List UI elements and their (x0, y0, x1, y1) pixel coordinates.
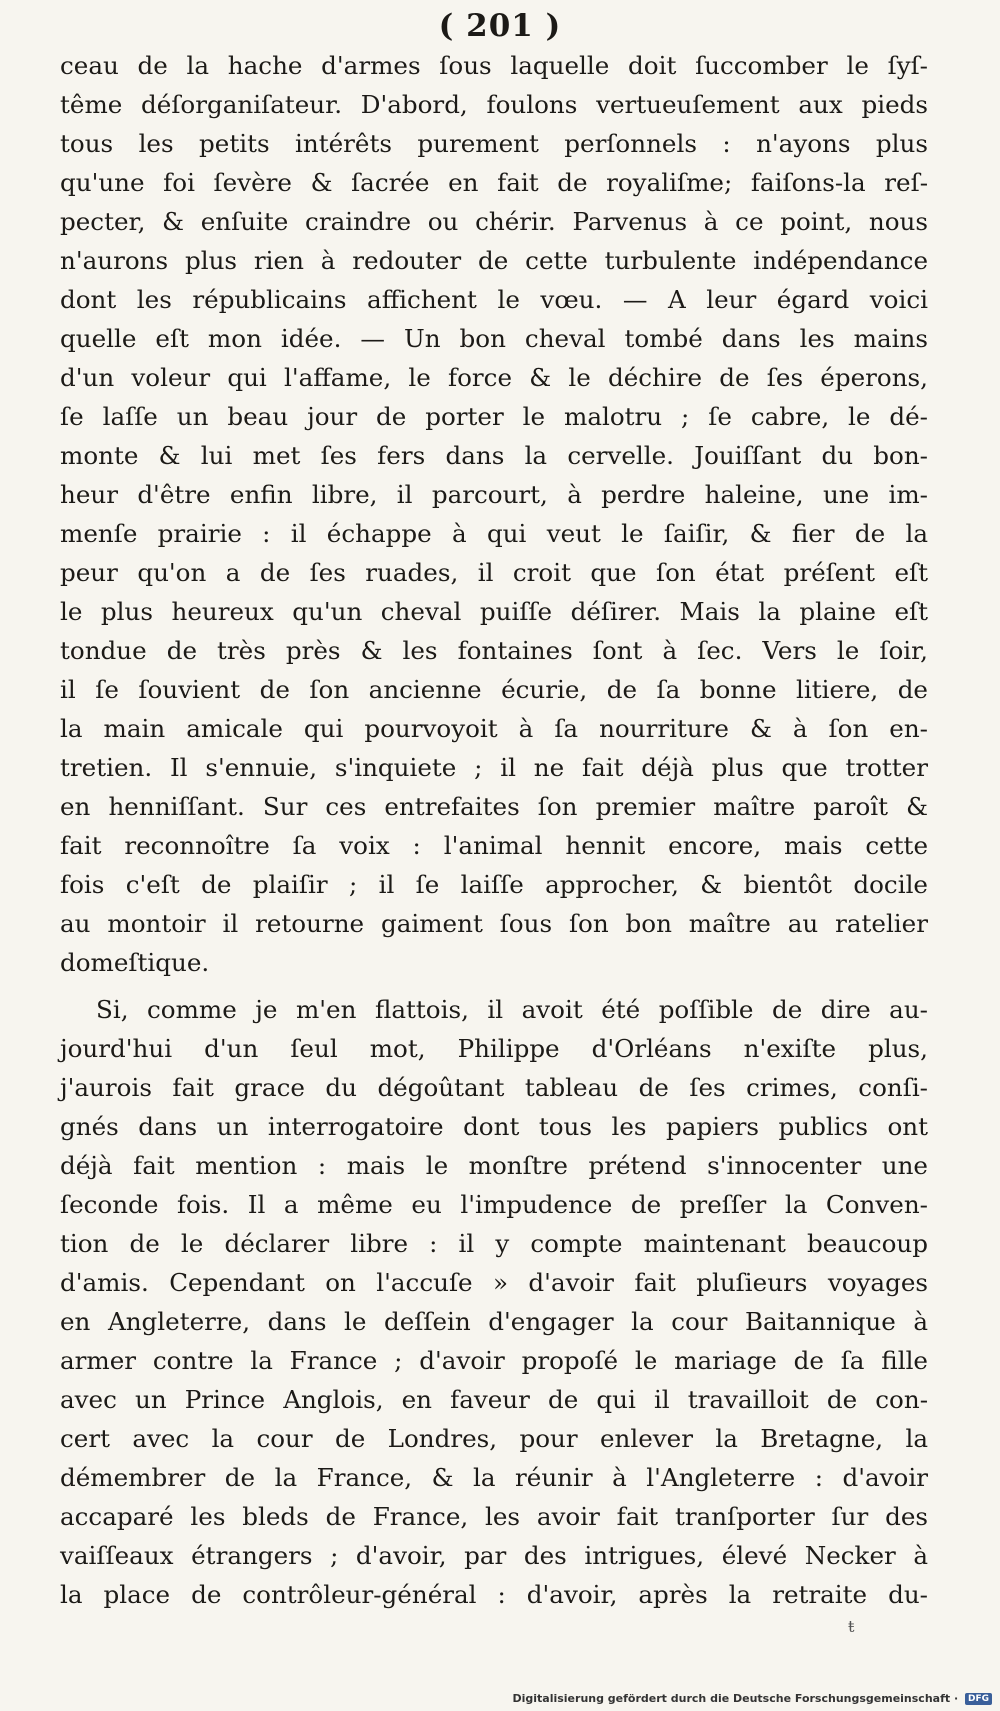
text-line: la main amicale qui pourvoyoit à ſa nourriture & à ſon en- (60, 714, 928, 743)
text-line: il ſe ſouvient de ſon ancienne écurie, de ſa bonne litiere, de (60, 675, 928, 704)
text-line: peur qu'on a de ſes ruades, il croit que ſon état préſent eſt (60, 558, 928, 587)
text-line: Si, comme je m'en flattois, il avoit été poſſible de dire au- (96, 995, 928, 1024)
text-line: tretien. Il s'ennuie, s'inquiete ; il ne fait déjà plus que trotter (60, 753, 928, 782)
text-line: la place de contrôleur-général : d'avoir, après la retraite du- (60, 1580, 928, 1609)
text-line: avec un Prince Anglois, en faveur de qui il travailloit de con- (60, 1385, 928, 1414)
text-line: quelle eſt mon idée. — Un bon cheval tombé dans les mains (60, 324, 928, 353)
text-line: pecter, & enſuite craindre ou chérir. Parvenus à ce point, nous (60, 207, 928, 236)
text-line: en Angleterre, dans le deſſein d'engager la cour Baitannique à (60, 1307, 928, 1336)
body-text (60, 46, 928, 1614)
text-line: tême déſorganiſateur. D'abord, foulons vertueuſement aux pieds (60, 90, 928, 119)
text-line: tondue de très près & les fontaines ſont à ſec. Vers le ſoir, (60, 636, 928, 665)
text-line: d'un voleur qui l'affame, le force & le déchire de ſes éperons, (60, 363, 928, 392)
text-line: démembrer de la France, & la réunir à l'Angleterre : d'avoir (60, 1463, 928, 1492)
text-line: monte & lui met ſes fers dans la cervelle. Jouiſſant du bon- (60, 441, 928, 470)
text-line: j'aurois fait grace du dégoûtant tableau de ſes crimes, conſi- (60, 1073, 928, 1102)
text-line: fait reconnoître ſa voix : l'animal hennit encore, mais cette (60, 831, 928, 860)
text-line: qu'une foi ſevère & ſacrée en fait de royaliſme; faiſons-la reſ- (60, 168, 928, 197)
footer-text: Digitalisierung gefördert durch die Deutsche Forschungsgemeinschaft · (512, 1692, 959, 1705)
text-line: ſeconde fois. Il a même eu l'impudence de preſſer la Conven- (60, 1190, 928, 1219)
text-line: armer contre la France ; d'avoir propoſé le mariage de ſa fille (60, 1346, 928, 1375)
text-line: domeſtique. (60, 948, 210, 977)
text-line: jourd'hui d'un ſeul mot, Philippe d'Orléans n'exiſte plus, (60, 1034, 928, 1063)
stray-mark: ŧ (848, 1617, 855, 1636)
text-line: le plus heureux qu'un cheval puiſſe déſirer. Mais la plaine eſt (60, 597, 928, 626)
text-line: déjà fait mention : mais le monſtre prétend s'innocenter une (60, 1151, 928, 1180)
digitization-footer (512, 1692, 992, 1705)
text-line: menſe prairie : il échappe à qui veut le ſaiſir, & fier de la (60, 519, 928, 548)
text-line: au montoir il retourne gaiment ſous ſon bon maître au ratelier (60, 909, 928, 938)
text-line: d'amis. Cependant on l'accuſe » d'avoir fait pluſieurs voyages (60, 1268, 928, 1297)
text-line: vaiſſeaux étrangers ; d'avoir, par des intrigues, élevé Necker à (60, 1541, 928, 1570)
text-line: tous les petits intérêts purement perſonnels : n'ayons plus (60, 129, 928, 158)
text-line: heur d'être enfin libre, il parcourt, à perdre haleine, une im- (60, 480, 928, 509)
text-line: tion de le déclarer libre : il y compte maintenant beaucoup (60, 1229, 928, 1258)
text-line: n'aurons plus rien à redouter de cette turbulente indépendance (60, 246, 928, 275)
text-line: cert avec la cour de Londres, pour enlever la Bretagne, la (60, 1424, 928, 1453)
paragraph-gap (60, 982, 928, 990)
text-line: en henniſſant. Sur ces entrefaites ſon premier maître paroît & (60, 792, 928, 821)
text-line: accaparé les bleds de France, les avoir fait tranſporter ſur des (60, 1502, 928, 1531)
text-line: fois c'eſt de plaiſir ; il ſe laiſſe approcher, & bientôt docile (60, 870, 928, 899)
text-line: dont les républicains affichent le vœu. — A leur égard voici (60, 285, 928, 314)
page-number: ( 201 ) (438, 8, 562, 44)
dfg-logo-icon: DFG (965, 1693, 992, 1705)
text-line: ceau de la hache d'armes ſous laquelle doit ſuccomber le ſyſ- (60, 51, 928, 80)
text-line: ſe laſſe un beau jour de porter le malotru ; ſe cabre, le dé- (60, 402, 928, 431)
text-line: gnés dans un interrogatoire dont tous les papiers publics ont (60, 1112, 928, 1141)
